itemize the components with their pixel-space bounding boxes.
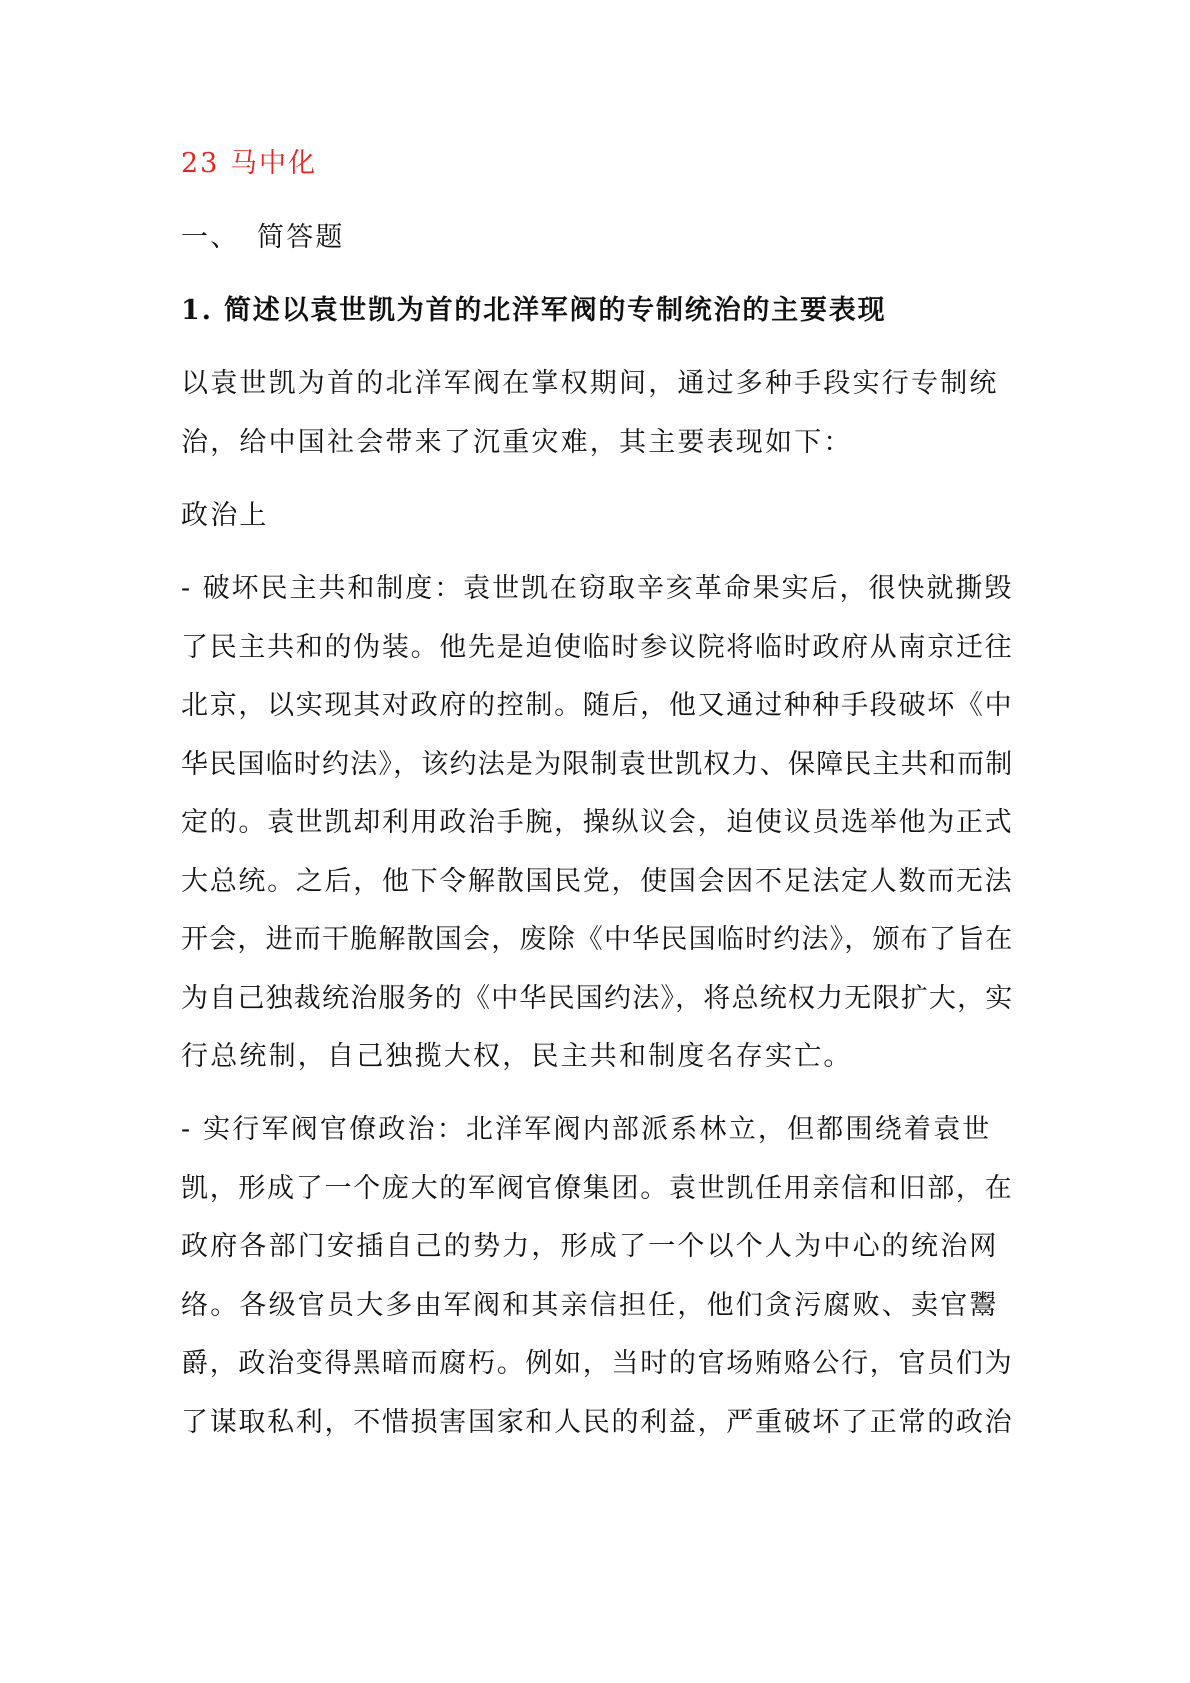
point2-line: 了谋取私利，不惜损害国家和人民的利益，严重破坏了正常的政治 — [181, 1407, 1014, 1438]
point1-line: 为自己独裁统治服务的《中华民国约法》，将总统权力无限扩大，实 — [181, 983, 1014, 1014]
author-line: 23 马中化 — [181, 148, 317, 179]
intro-line: 治，给中国社会带来了沉重灾难，其主要表现如下： — [181, 427, 853, 458]
section-number: 一、 — [181, 222, 240, 253]
question-title: 1. 简述以袁世凯为首的北洋军阀的专制统治的主要表现 — [181, 295, 887, 326]
point2-line: 爵，政治变得黑暗而腐朽。例如，当时的官场贿赂公行，官员们为 — [181, 1348, 1014, 1379]
point1-line: 开会，进而干脆解散国会，废除《中华民国临时约法》，颁布了旨在 — [181, 924, 1014, 955]
subheading-politics: 政治上 — [181, 500, 269, 531]
point2-line: 政府各部门安插自己的势力，形成了一个以个人为中心的统治网 — [181, 1231, 999, 1262]
point2-line: - 实行军阀官僚政治：北洋军阀内部派系林立，但都围绕着袁世 — [181, 1114, 992, 1145]
point1-line: 大总统。之后，他下令解散国民党，使国会因不足法定人数而无法 — [181, 866, 1014, 897]
point1-line: 行总统制，自己独揽大权，民主共和制度名存实亡。 — [181, 1041, 853, 1072]
point1-line: - 破坏民主共和制度：袁世凯在窃取辛亥革命果实后，很快就撕毁 — [181, 573, 1014, 604]
section-heading — [181, 220, 345, 256]
section-title: 简答题 — [257, 222, 345, 253]
point2-line: 络。各级官员大多由军阀和其亲信担任，他们贪污腐败、卖官鬻 — [181, 1290, 999, 1321]
point1-line: 北京，以实现其对政府的控制。随后，他又通过种种手段破坏《中 — [181, 690, 1014, 721]
point1-line: 定的。袁世凯却利用政治手腕，操纵议会，迫使议员选举他为正式 — [181, 807, 1014, 838]
point1-line: 华民国临时约法》，该约法是为限制袁世凯权力、保障民主共和而制 — [181, 749, 1014, 780]
point1-line: 了民主共和的伪装。他先是迫使临时参议院将临时政府从南京迁往 — [181, 632, 1014, 663]
intro-line: 以袁世凯为首的北洋军阀在掌权期间，通过多种手段实行专制统 — [181, 368, 999, 399]
point2-line: 凯，形成了一个庞大的军阀官僚集团。袁世凯任用亲信和旧部，在 — [181, 1173, 1014, 1204]
